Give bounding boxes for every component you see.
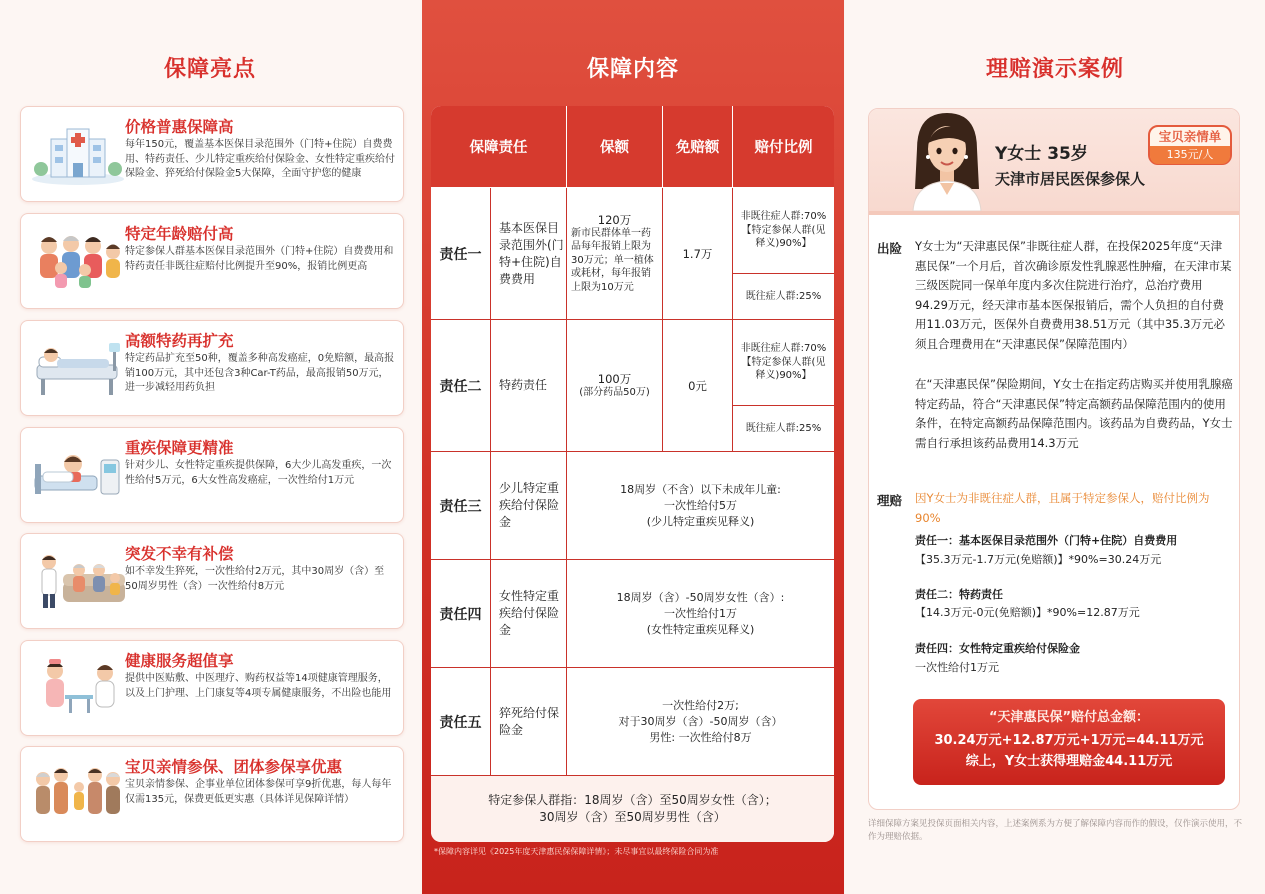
feature-title: 高额特药再扩充: [125, 332, 234, 350]
feature-card-drug: [20, 320, 404, 416]
badge-top: 宝贝亲情单: [1158, 129, 1222, 144]
coverage-title: 保障内容: [586, 57, 679, 82]
case-card: [868, 108, 1240, 810]
highlights-title: 保障亮点: [163, 57, 256, 82]
claim-item-value: 一次性给付1万元: [915, 661, 999, 674]
row4-benefit: [567, 560, 834, 668]
claim-item-title: 责任二：特药责任: [915, 588, 1003, 601]
row3-benefit: [567, 452, 834, 560]
coverage-footnote: *保障内容详见《2025年度天津惠民保保障详情》；未尽事宜以最终保险合同为准: [434, 847, 719, 856]
person-type: 天津市居民医保参保人: [995, 170, 1146, 188]
row5-line2: 对于30周岁（含）-50周岁（含）: [618, 714, 783, 728]
row4-line2: 一次性给付1万: [664, 606, 737, 620]
incident-paragraph-2: 在“天津惠民保”保险期间，Y女士在指定药店购买并使用乳腺癌特定药品，符合“天津惠民保”特定高额药品保障范围内的使用条件，在特定高额药品保障范围内。该药品为自费药品，Y女士需自行承担该药品费用14.3万元: [915, 377, 1233, 450]
row2-amount-sub: (部分药品50万): [579, 386, 650, 398]
claim-item-title: 责任四：女性特定重疾给付保险金: [915, 642, 1080, 655]
row4-line1: 18周岁（含）-50周岁女性（含）:: [616, 590, 785, 604]
row3-line2: 一次性给付5万: [664, 498, 737, 512]
claim-case-panel: [845, 0, 1265, 894]
feature-card-accident: [20, 533, 404, 629]
row4-label: 责任四: [431, 560, 491, 668]
row5-benefit: [567, 668, 834, 776]
disclaimer: 详细保障方案见投保页面相关内容，上述案例系为方便了解保障内容而作的假设，仅作演示使用，不作为理赔依据。: [868, 819, 1243, 842]
row2-ratio-preexisting: 既往症人群:25%: [733, 406, 834, 452]
hospital-illustration-icon: [29, 121, 127, 187]
row5-label: 责任五: [431, 668, 491, 776]
header-ratio: 赔付比例: [733, 106, 834, 188]
row2-label: 责任二: [431, 320, 491, 452]
total-claim-box: [913, 699, 1225, 785]
feature-desc: 特定药品扩充至50种，覆盖多种高发癌症，0免赔额，最高报销100万元，其中还包含3种Car-T药品，最高报销50万元，进一步减轻用药负担: [125, 353, 395, 393]
feature-title: 特定年龄赔付高: [125, 225, 234, 243]
patient-bed-illustration-icon: [29, 335, 127, 401]
row1-amount: [567, 188, 663, 320]
row1-name: 基本医保目录范围外(门特+住院)自费费用: [491, 188, 567, 320]
claim-item-value: 【35.3万元-1.7万元(免赔额)】*90%=30.24万元: [915, 553, 1162, 566]
row5-line3: 男性: 一次性给付8万: [649, 730, 752, 744]
feature-desc: 特定参保人群基本医保目录范围外（门特+住院）自费费用和特药责任非既往症赔付比例提升至90%，报销比例更高: [125, 246, 394, 272]
incident-label: 出险: [877, 241, 903, 256]
feature-card-age: [20, 213, 404, 309]
row2-ratio-nonpreexisting: 非既往症人群:70%【特定参保人群(见释义)90%】: [733, 320, 834, 406]
feature-desc: 如不幸发生猝死，一次性给付2万元，其中30周岁（含）至50周岁男性（含）一次性给付8万元: [125, 566, 385, 592]
row2-amount-main: 100万: [597, 371, 632, 386]
feature-card-group: [20, 746, 404, 842]
feature-title: 健康服务超值享: [125, 652, 234, 670]
row3-line1: 18周岁（不含）以下未成年儿童:: [620, 482, 781, 496]
row3-label: 责任三: [431, 452, 491, 560]
feature-desc: 宝贝亲情参保、企事业单位团体参保可享9折优惠，每人每年仅需135元，保费更低更实惠（具体详见保障详情）: [125, 779, 392, 805]
row2-amount: [567, 320, 663, 452]
row1-deductible: 1.7万: [663, 188, 733, 320]
row5-name: 猝死给付保险金: [491, 668, 567, 776]
group-family-illustration-icon: [29, 761, 127, 827]
header-divider: [869, 211, 1240, 215]
claim-case-title: 理赔演示案例: [985, 57, 1124, 82]
claim-label: 理赔: [877, 493, 903, 508]
family-illustration-icon: [29, 228, 127, 294]
highlights-panel: [0, 0, 420, 894]
specific-group-note: [431, 776, 834, 842]
feature-card-health-service: [20, 640, 404, 736]
person-name: Y女士 35岁: [995, 144, 1088, 164]
row1-ratio-preexisting: 既往症人群:25%: [733, 274, 834, 320]
row1-amount-sub: 新市民群体单一药品每年报销上限为30万元；单一植体或耗材，每年报销上限为10万元: [571, 227, 654, 293]
row1-ratio-nonpreexisting: 非既往症人群:70%【特定参保人群(见释义)90%】: [733, 188, 834, 274]
row1-amount-main: 120万: [597, 212, 632, 227]
feature-card-price: [20, 106, 404, 202]
claim-intro: 因Y女士为非既往症人群，且属于特定参保人，赔付比例为90%: [915, 491, 1210, 525]
feature-title: 价格普惠保障高: [125, 118, 234, 136]
nurse-illustration-icon: [29, 655, 127, 721]
feature-card-illness: [20, 427, 404, 523]
row3-name: 少儿特定重疾给付保险金: [491, 452, 567, 560]
row2-name: 特药责任: [491, 320, 567, 452]
feature-desc: 针对少儿、女性特定重疾提供保障，6大少儿高发重疾，一次性给付5万元，6大女性高发癌症，一次性给付1万元: [125, 460, 392, 486]
row3-line3: (少儿特定重疾见释义): [646, 514, 755, 528]
coverage-panel: [422, 0, 844, 894]
row2-deductible: 0元: [663, 320, 733, 452]
feature-title: 突发不幸有补偿: [125, 545, 234, 563]
header-amount: 保额: [567, 106, 663, 188]
feature-desc: 每年150元，覆盖基本医保目录范围外（门特+住院）自费费用、特药责任、少儿特定重疾给付保险金、女性特定重疾给付保险金、猝死给付保险金5大保障，全面守护您的健康: [125, 139, 395, 179]
incident-paragraph-1: Y女士为“天津惠民保”非既往症人群，在投保2025年度“天津惠民保”一个月后，首次确诊原发性乳腺恶性肿瘤，在天津市某三级医院同一保单年度内多次住院进行治疗，总治疗费用94.29万元，经天津市基本医保报销后，需个人负担的自付费用11.03万元，医保外自费费用38.51万元（其中35.3万元必须且合理费用在“天津惠民保”保障范围内）: [915, 239, 1232, 351]
note-line1: 特定参保人群指：18周岁（含）至50周岁女性（含）；: [488, 793, 777, 807]
coverage-table: [431, 106, 834, 842]
claim-item-value: 【14.3万元-0元(免赔额)】*90%=12.87万元: [915, 606, 1140, 619]
family-sofa-illustration-icon: [29, 548, 127, 614]
child-patient-illustration-icon: [29, 442, 127, 508]
claim-item-title: 责任一：基本医保目录范围外（门特+住院）自费费用: [915, 534, 1178, 547]
total-label: “天津惠民保”赔付总金额：: [988, 710, 1150, 725]
total-conclusion: 综上，Y女士获得理赔金44.11万元: [965, 754, 1173, 769]
header-deductible: 免赔额: [663, 106, 733, 188]
row1-label: 责任一: [431, 188, 491, 320]
total-formula: 30.24万元+12.87万元+1万元=44.11万元: [934, 733, 1204, 748]
row4-name: 女性特定重疾给付保险金: [491, 560, 567, 668]
feature-title: 重疾保障更精准: [125, 439, 234, 457]
feature-title: 宝贝亲情参保、团体参保享优惠: [125, 758, 343, 776]
row4-line3: (女性特定重疾见释义): [646, 622, 755, 636]
header-responsibility: 保障责任: [431, 106, 567, 188]
row5-line1: 一次性给付2万;: [662, 698, 739, 712]
note-line2: 30周岁（含）至50周岁男性（含）: [539, 810, 726, 824]
badge-bottom: 135元/人: [1150, 146, 1230, 164]
avatar: [907, 109, 987, 211]
family-plan-badge: [1148, 125, 1232, 165]
feature-desc: 提供中医贴敷、中医理疗、购药权益等14项健康管理服务，以及上门护理、上门康复等4项专属健康服务，不出险也能用: [125, 673, 392, 699]
case-header: [869, 109, 1240, 211]
